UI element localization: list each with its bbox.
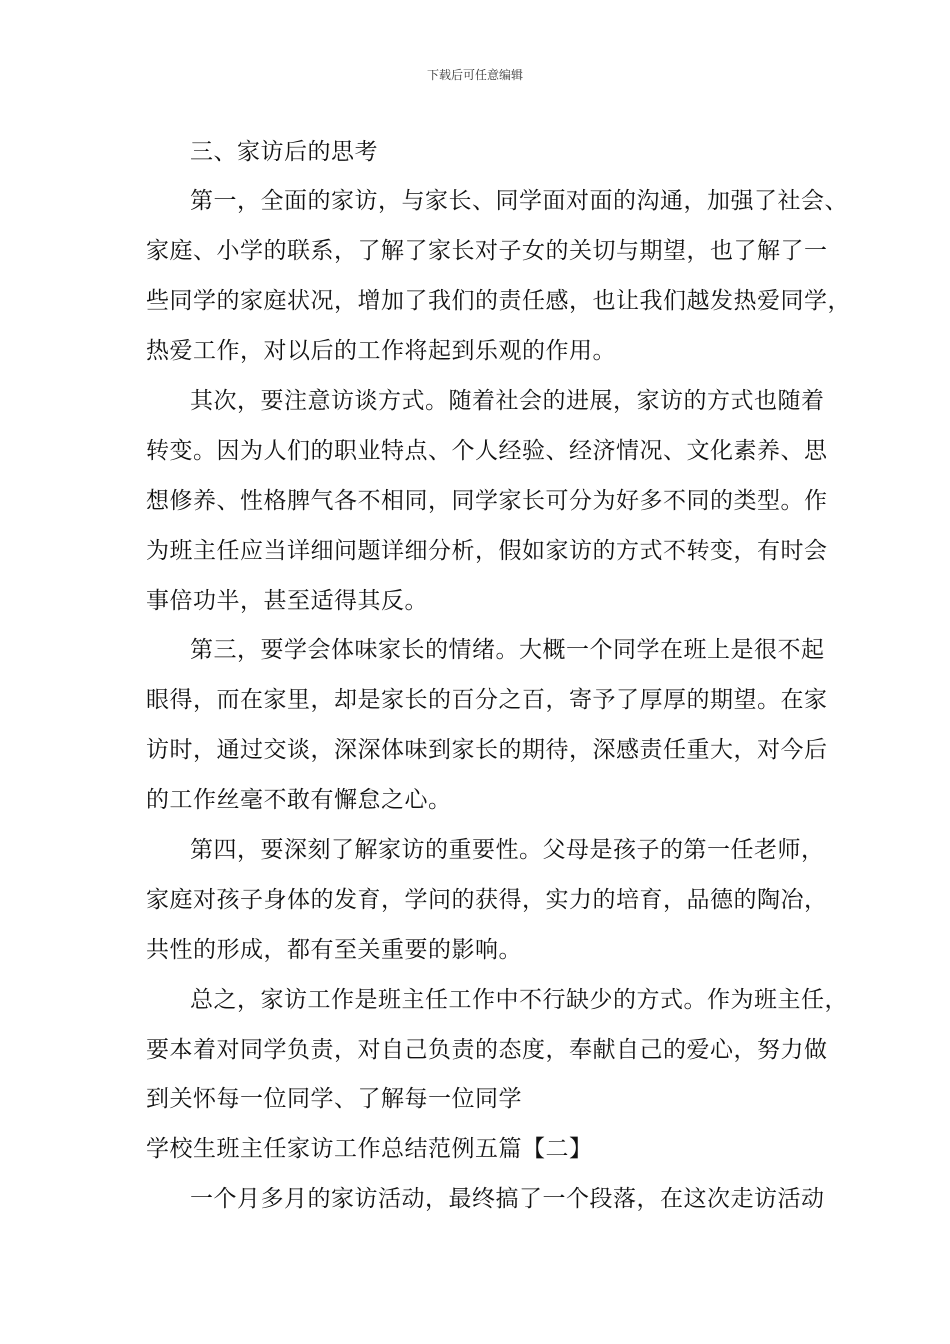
- text-line: 热爱工作，对以后的工作将起到乐观的作用。: [146, 338, 616, 364]
- page-header: 下载后可任意编辑: [426, 68, 523, 82]
- section-heading: 三、家访后的思考: [190, 139, 378, 165]
- text-line: 为班主任应当详细问题详细分析，假如家访的方式不转变，有时会: [146, 538, 828, 564]
- text-line: 访时，通过交谈，深深体味到家长的期待，深感责任重大，对今后: [146, 737, 828, 763]
- text-line: 第四，要深刻了解家访的重要性。父母是孩子的第一任老师，: [190, 837, 825, 863]
- text-line: 些同学的家庭状况，增加了我们的责任感，也让我们越发热爱同学，: [146, 288, 851, 314]
- text-line: 到关怀每一位同学、了解每一位同学: [146, 1086, 522, 1112]
- text-line: 家庭对孩子身体的发育，学问的获得，实力的培育，品德的陶冶，: [146, 887, 828, 913]
- text-line: 转变。因为人们的职业特点、个人经验、经济情况、文化素养、思: [146, 438, 828, 464]
- text-line: 其次，要注意访谈方式。随着社会的进展，家访的方式也随着: [190, 388, 825, 414]
- article-title: 学校生班主任家访工作总结范例五篇【二】: [146, 1136, 593, 1162]
- text-line: 家庭、小学的联系，了解了家长对子女的关切与期望，也了解了一: [146, 238, 828, 264]
- text-line: 眼得，而在家里，却是家长的百分之百，寄予了厚厚的期望。在家: [146, 687, 828, 713]
- text-line: 要本着对同学负责，对自己负责的态度，奉献自己的爱心，努力做: [146, 1037, 828, 1063]
- text-line: 总之，家访工作是班主任工作中不行缺少的方式。作为班主任，: [190, 987, 848, 1013]
- text-line: 的工作丝毫不敢有懈怠之心。: [146, 787, 452, 813]
- text-line: 共性的形成，都有至关重要的影响。: [146, 937, 522, 963]
- text-line: 想修养、性格脾气各不相同，同学家长可分为好多不同的类型。作: [146, 488, 828, 514]
- text-line: 事倍功半，甚至适得其反。: [146, 588, 428, 614]
- text-line: 一个月多月的家访活动，最终搞了一个段落，在这次走访活动: [190, 1186, 825, 1212]
- text-line: 第一，全面的家访，与家长、同学面对面的沟通，加强了社会、: [190, 188, 848, 214]
- text-line: 第三，要学会体味家长的情绪。大概一个同学在班上是很不起: [190, 637, 825, 663]
